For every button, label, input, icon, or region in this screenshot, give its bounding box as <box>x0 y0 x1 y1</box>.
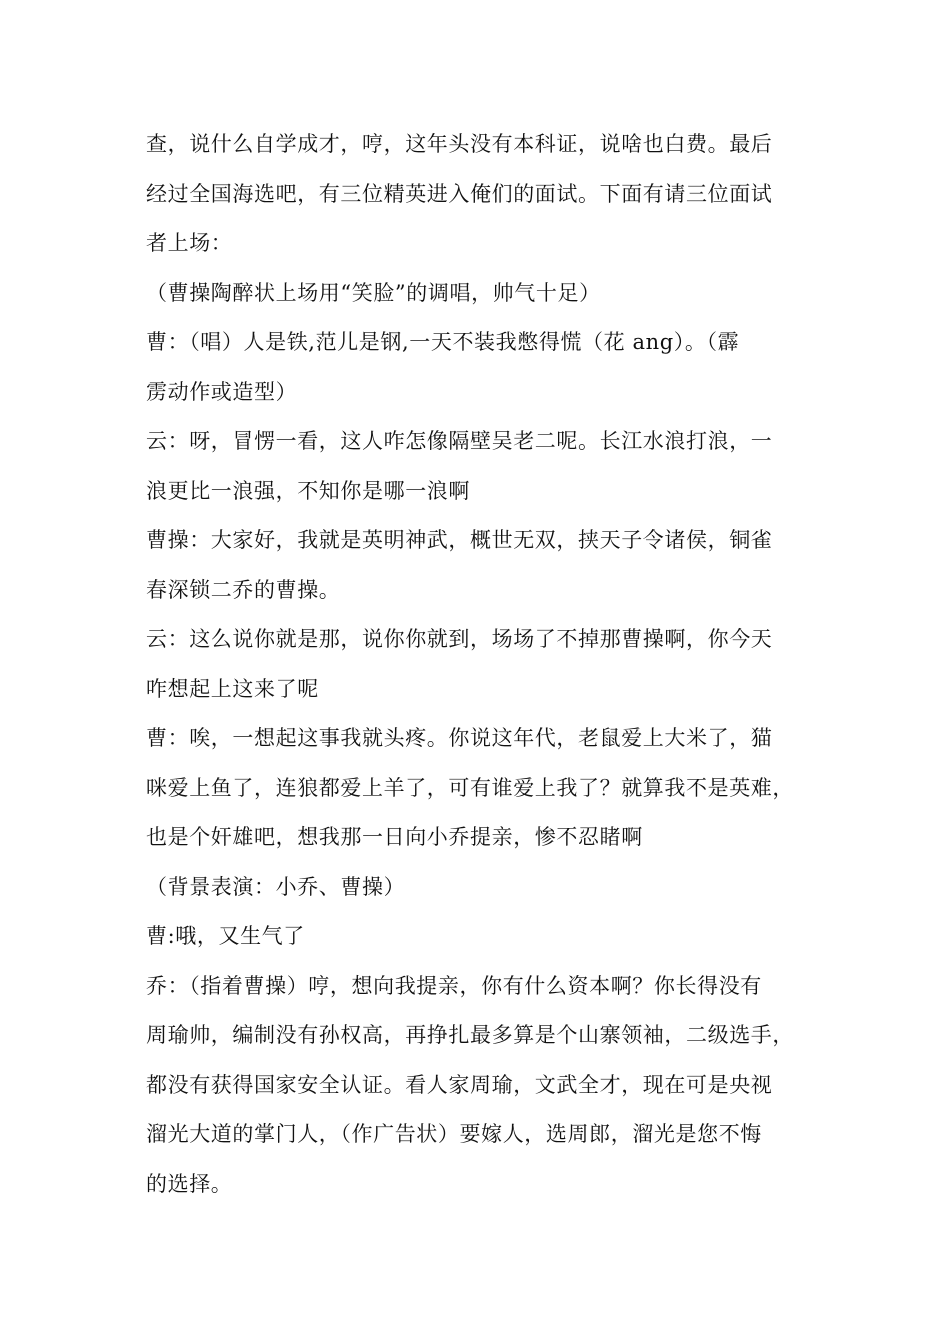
dialogue-line: 都没有获得国家安全认证。看人家周瑜，文武全才，现在可是央视 <box>146 1072 773 1097</box>
text-line: 查，说什么自学成才，哼，这年头没有本科证，说啥也白费。最后 <box>146 132 773 156</box>
dialogue-line: 乔：（指着曹操）哼，想向我提亲，你有什么资本啊？你长得没有 <box>146 973 762 998</box>
stage-direction-line: （背景表演：小乔、曹操） <box>146 874 406 899</box>
dialogue-line: 曹：（唱）人是铁,范儿是钢,一天不装我憋得慌（花 ang）。（霹 <box>146 330 740 354</box>
dialogue-line: 周瑜帅，编制没有孙权高，再挣扎最多算是个山寨领袖，二级选手， <box>146 1023 794 1047</box>
dialogue-line: 云：这么说你就是那，说你你就到，场场了不掉那曹操啊，你今天 <box>146 627 773 651</box>
stage-direction-line: （曹操陶醉状上场用“笑脸”的调唱，帅气十足） <box>146 280 601 305</box>
dialogue-line: 雳动作或造型） <box>146 379 298 404</box>
dialogue-line: 浪更比一浪强，不知你是哪一浪啊 <box>146 478 470 503</box>
dialogue-line: 溜光大道的掌门人，（作广告状）要嫁人，选周郎，溜光是您不悔 <box>146 1122 762 1146</box>
dialogue-line: 咋想起上这来了呢 <box>146 676 319 701</box>
dialogue-line: 春深锁二乔的曹操。 <box>146 577 341 602</box>
dialogue-line: 曹:哦，又生气了 <box>146 924 305 948</box>
dialogue-line: 的选择。 <box>146 1171 233 1196</box>
text-line: 者上场： <box>146 231 233 255</box>
dialogue-line: 曹：唉，一想起这事我就头疼。你说这年代，老鼠爱上大米了，猫 <box>146 726 773 750</box>
text-line: 经过全国海选吧，有三位精英进入俺们的面试。下面有请三位面试 <box>146 181 773 206</box>
dialogue-line: 曹操：大家好，我就是英明神武，概世无双，挟天子令诸侯，铜雀 <box>146 528 773 552</box>
dialogue-line: 云：呀，冒愣一看，这人咋怎像隔壁吴老二呢。长江水浪打浪，一 <box>146 429 773 453</box>
dialogue-line: 咪爱上鱼了，连狼都爱上羊了，可有谁爱上我了？就算我不是英难， <box>146 775 794 800</box>
dialogue-line: 也是个奸雄吧，想我那一日向小乔提亲，惨不忍睹啊 <box>146 825 643 849</box>
script-text <box>146 120 810 1209</box>
